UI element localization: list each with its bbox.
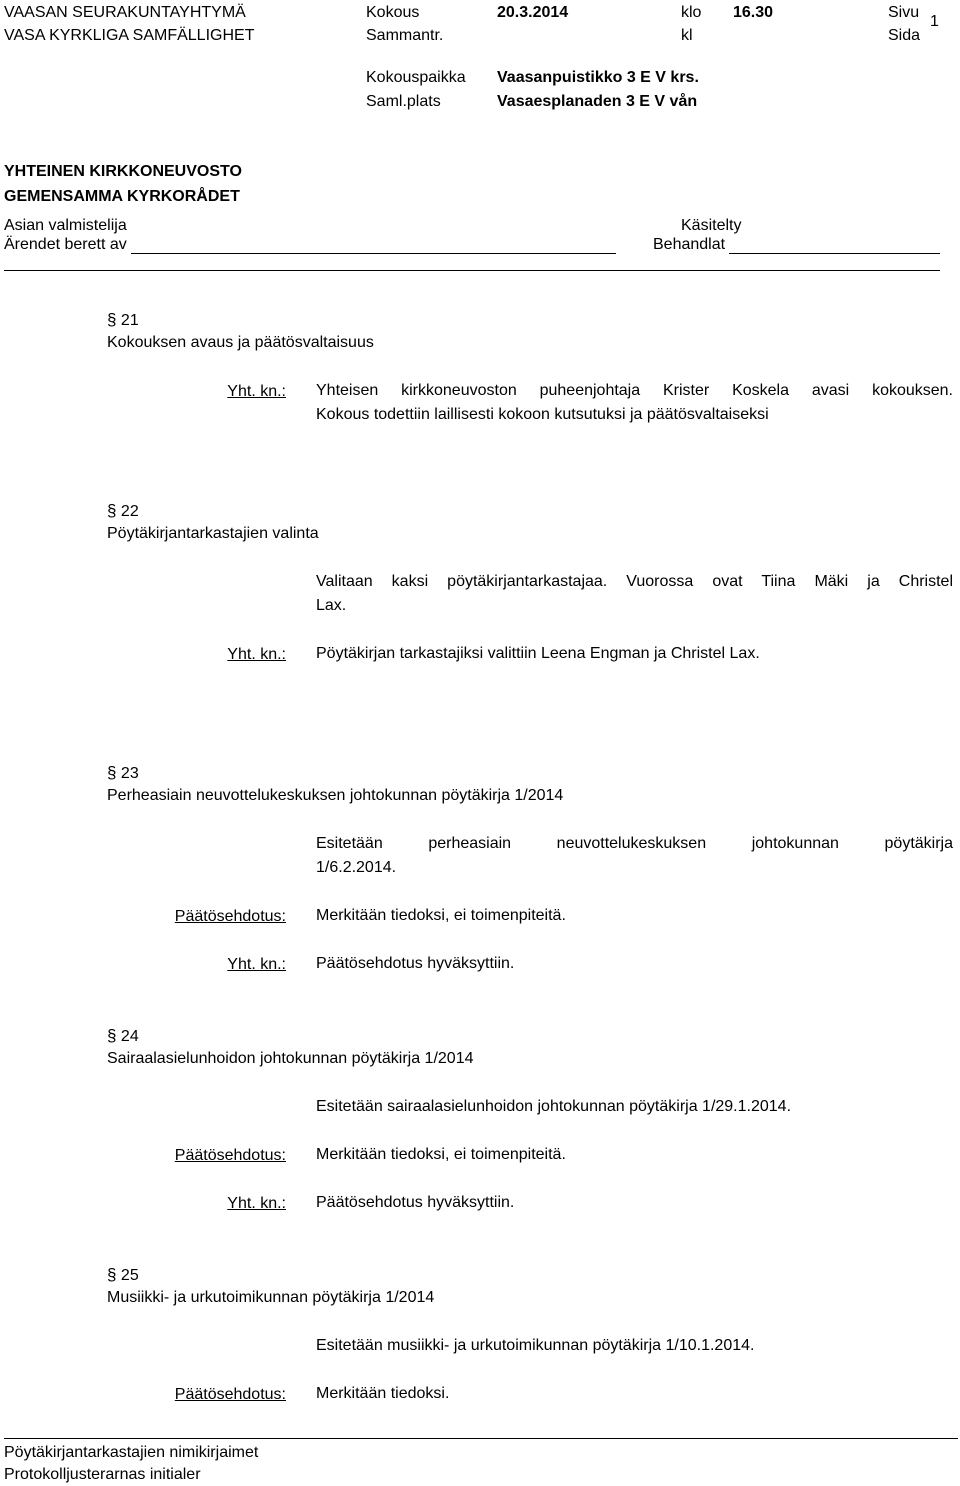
board-decision-label: Yht. kn.: xyxy=(227,646,286,663)
board-decision-text: Yhteisen kirkkoneuvoston puheenjohtaja Krister Koskela avasi kokouksen. xyxy=(316,382,953,399)
section-number-value: 23 xyxy=(120,765,139,782)
meeting-label-fi: Kokous xyxy=(366,4,420,21)
footer-initials-label-sv: Protokolljusterarnas initialer xyxy=(4,1466,201,1483)
place-label-sv: Saml.plats xyxy=(366,93,441,110)
header-divider xyxy=(4,270,940,271)
intro-text: Esitetään musiikki- ja urkutoimikunnan pöytäkirja 1/10.1.2014. xyxy=(316,1337,755,1354)
section-number-value: 25 xyxy=(120,1267,139,1284)
org-name-fi: VAASAN SEURAKUNTAYHTYMÄ xyxy=(4,4,246,21)
board-decision-text: Päätösehdotus hyväksyttiin. xyxy=(316,955,515,972)
proposal-text: Merkitään tiedoksi. xyxy=(316,1385,450,1402)
intro-text: Lax. xyxy=(316,597,347,614)
section-symbol: § xyxy=(107,1026,117,1045)
board-decision-text: Päätösehdotus hyväksyttiin. xyxy=(316,1194,515,1211)
meeting-time: 16.30 xyxy=(733,4,774,21)
section-number xyxy=(107,310,139,330)
board-decision-label: Yht. kn.: xyxy=(227,1195,286,1212)
proposal-text: Merkitään tiedoksi, ei toimenpiteitä. xyxy=(316,1146,566,1163)
section-symbol: § xyxy=(107,310,117,329)
time-label-sv: kl xyxy=(681,27,693,44)
org-name-sv: VASA KYRKLIGA SAMFÄLLIGHET xyxy=(4,27,255,44)
proposal-label: Päätösehdotus: xyxy=(174,1147,286,1164)
intro-text: 1/6.2.2014. xyxy=(316,859,397,876)
meeting-place-sv: Vasaesplanaden 3 E V vån xyxy=(497,93,698,110)
board-decision-text: Kokous todettiin laillisesti kokoon kutsutuksi ja päätösvaltaiseksi xyxy=(316,406,769,423)
place-label-fi: Kokouspaikka xyxy=(366,69,466,86)
intro-text: Esitetään perheasiain neuvottelukeskuksen johtokunnan pöytäkirja xyxy=(316,835,953,852)
footer-initials-label-fi: Pöytäkirjantarkastajien nimikirjaimet xyxy=(4,1444,259,1461)
footer-divider xyxy=(4,1438,958,1439)
page-label-fi: Sivu xyxy=(888,4,920,21)
board-decision-label: Yht. kn.: xyxy=(227,383,286,400)
section-title: Musiikki- ja urkutoimikunnan pöytäkirja 1/2014 xyxy=(107,1289,435,1306)
section-number xyxy=(107,1026,139,1046)
prepared-by-label-fi: Asian valmistelija xyxy=(4,217,127,234)
section-symbol: § xyxy=(107,501,117,520)
handled-line xyxy=(729,253,940,254)
prepared-by-line xyxy=(131,253,616,254)
body-name-fi: YHTEINEN KIRKKONEUVOSTO xyxy=(4,163,242,180)
section-title: Kokouksen avaus ja päätösvaltaisuus xyxy=(107,334,374,351)
section-symbol: § xyxy=(107,763,117,782)
section-title: Pöytäkirjantarkastajien valinta xyxy=(107,525,319,542)
board-decision-text: Pöytäkirjan tarkastajiksi valittiin Leena Engman ja Christel Lax. xyxy=(316,645,760,662)
meeting-date: 20.3.2014 xyxy=(497,4,569,21)
prepared-by-label-sv: Ärendet berett av xyxy=(4,236,127,253)
intro-text: Valitaan kaksi pöytäkirjantarkastajaa. Vuorossa ovat Tiina Mäki ja Christel xyxy=(316,573,953,590)
proposal-label: Päätösehdotus: xyxy=(174,1386,286,1403)
meeting-label-sv: Sammantr. xyxy=(366,27,444,44)
section-number xyxy=(107,1265,139,1285)
section-title: Perheasiain neuvottelukeskuksen johtokunnan pöytäkirja 1/2014 xyxy=(107,787,564,804)
handled-label-sv: Behandlat xyxy=(653,236,726,253)
section-symbol: § xyxy=(107,1265,117,1284)
body-name-sv: GEMENSAMMA KYRKORÅDET xyxy=(4,188,240,205)
section-number-value: 21 xyxy=(120,312,139,329)
page-number: 1 xyxy=(930,13,939,30)
board-decision-label: Yht. kn.: xyxy=(227,956,286,973)
intro-text: Esitetään sairaalasielunhoidon johtokunnan pöytäkirja 1/29.1.2014. xyxy=(316,1098,792,1115)
section-number-value: 22 xyxy=(120,503,139,520)
section-number xyxy=(107,501,139,521)
page-label-sv: Sida xyxy=(888,27,921,44)
section-number-value: 24 xyxy=(120,1028,139,1045)
proposal-text: Merkitään tiedoksi, ei toimenpiteitä. xyxy=(316,907,566,924)
section-number xyxy=(107,763,139,783)
proposal-label: Päätösehdotus: xyxy=(174,908,286,925)
time-label-fi: klo xyxy=(681,4,702,21)
handled-label-fi: Käsitelty xyxy=(681,217,742,234)
meeting-place-fi: Vaasanpuistikko 3 E V krs. xyxy=(497,69,699,86)
section-title: Sairaalasielunhoidon johtokunnan pöytäkirja 1/2014 xyxy=(107,1050,474,1067)
